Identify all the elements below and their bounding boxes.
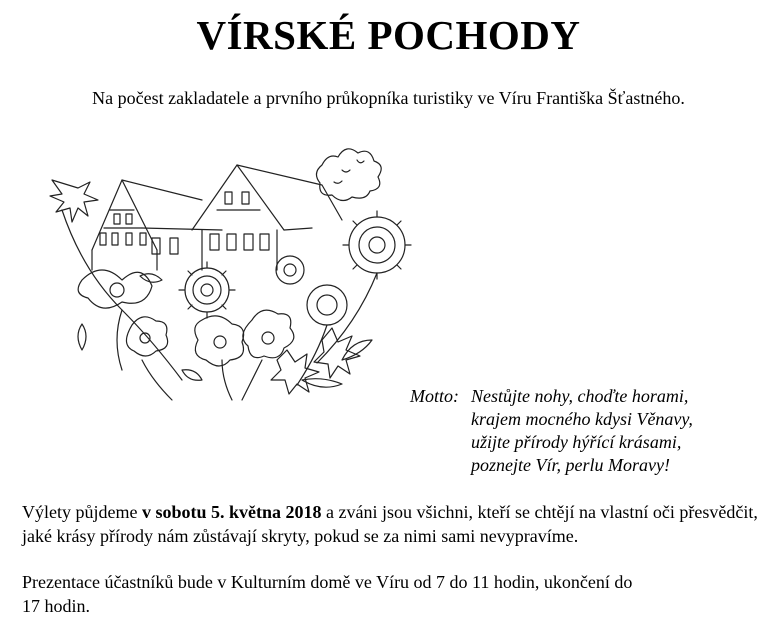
motto-line: krajem mocného kdysi Věnavy, bbox=[471, 409, 693, 429]
page-title: VÍRSKÉ POCHODY bbox=[196, 12, 581, 58]
flower-drawings bbox=[50, 180, 411, 394]
motto-verse bbox=[471, 385, 693, 477]
dedication-text: Na počest zakladatele a prvního průkopníka turistiky ve Víru Františka Šťastného. bbox=[92, 88, 685, 108]
paragraph-line: Prezentace účastníků bude v Kulturním domě ve Víru od 7 do 11 hodin, ukončení do bbox=[22, 572, 633, 592]
paragraph-text: a zváni jsou všichni, kteří se chtějí na vlastní oči přesvědčit, jaké krásy přírody nám zůstávají skryty, pokud se za nimi sami nevypravíme. bbox=[22, 502, 758, 546]
trip-date-paragraph bbox=[22, 500, 762, 548]
event-date: v sobotu 5. května 2018 bbox=[141, 502, 322, 522]
paragraph-line: 17 hodin. bbox=[22, 596, 91, 616]
motto-line: Nestůjte nohy, choďte horami, bbox=[471, 386, 689, 406]
motto-line: poznejte Vír, perlu Moravy! bbox=[471, 455, 670, 475]
motto-line: užijte přírody hýřící krásami, bbox=[471, 432, 682, 452]
right-house-drawing bbox=[192, 165, 342, 270]
motto-label: Motto: bbox=[410, 386, 459, 406]
houses-flowers-illustration bbox=[22, 130, 417, 405]
registration-paragraph bbox=[22, 570, 762, 618]
paragraph-text: Výlety půjdeme bbox=[22, 502, 142, 522]
